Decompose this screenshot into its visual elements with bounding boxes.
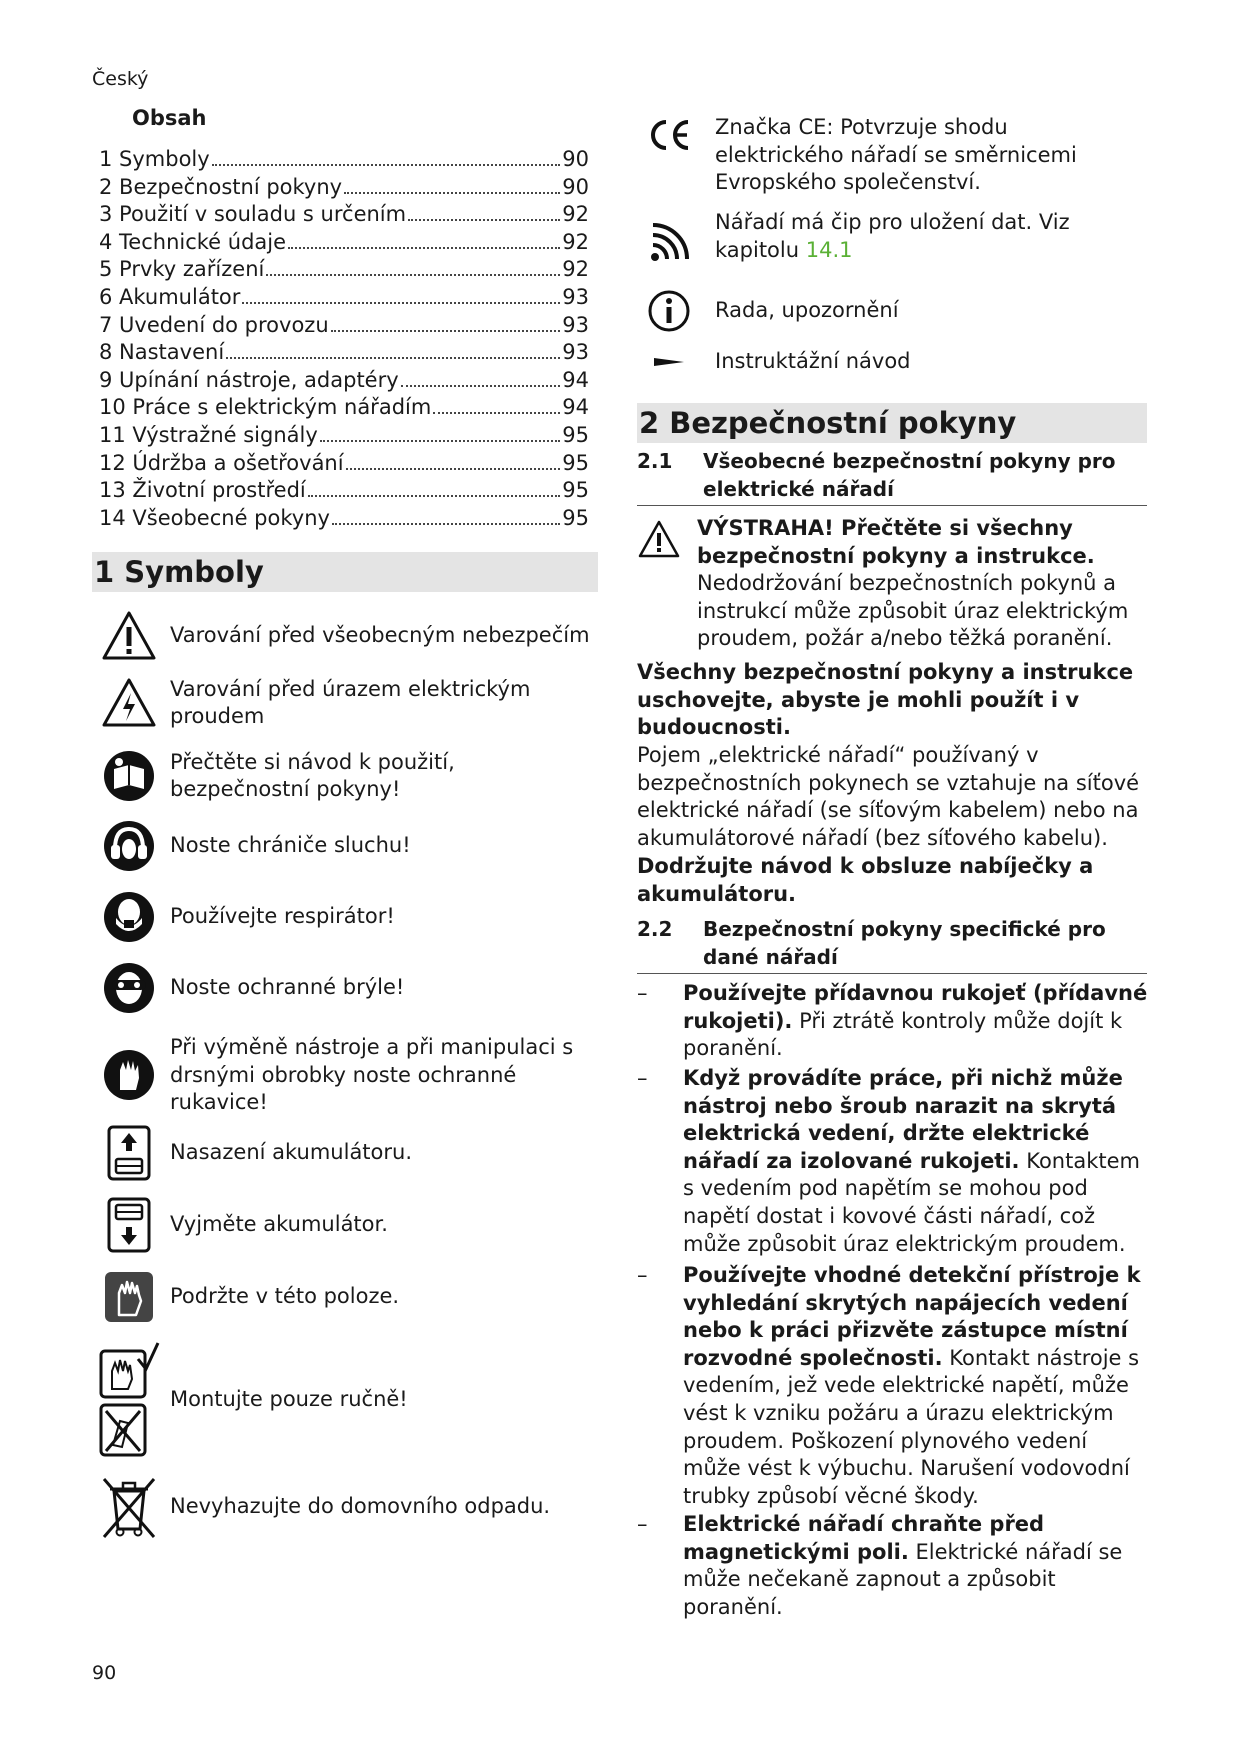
toc-entry[interactable]: 1 Symboly 90: [99, 147, 589, 171]
symbol-row: Vyjměte akumulátor.: [98, 1194, 590, 1256]
list-item: – Používejte vhodné detekční přístroje k vyhledání skrytých napájecích vedení nebo k práci přizvěte zástupce místní rozvodné společnosti. Kontakt nástroje s vedením, jež vede elektrické napětí, může vést k vzniku požáru a úrazu elektrickým proudem. Poškození plynového vedení může vést k výbuchu. Narušení vodovodní trubky způsobí věcné škody.: [637, 1263, 1141, 1508]
instruction-arrow-icon: [637, 348, 701, 376]
symbol-row: Nevyhazujte do domovního odpadu.: [98, 1476, 590, 1538]
symbol-row: Montujte pouze ručně!: [98, 1340, 590, 1460]
warning-block: VÝSTRAHA! Přečtěte si všechny bezpečnostní pokyny a instrukce. Nedodržování bezpečnostních pokynů a instrukcí může způsobit úraz elektrickým proudem, požár a/nebo těžká poranění.: [637, 515, 1149, 653]
toc-entry[interactable]: 13 Životní prostředí 95: [99, 478, 589, 503]
electric-shock-warning-icon: [98, 672, 160, 734]
respirator-icon: [98, 886, 160, 948]
symbol-row: Rada, upozornění: [637, 289, 1140, 333]
language-label: Český: [92, 68, 149, 90]
toc-entry[interactable]: 2 Bezpečnostní pokyny 90: [99, 174, 589, 199]
toc-entry[interactable]: 5 Prvky zařízení 92: [99, 257, 589, 282]
gloves-icon: [98, 1044, 160, 1106]
subsection-heading-2-2: 2.2 Bezpečnostní pokyny specifické pro dané nářadí: [637, 916, 1147, 974]
ce-mark-icon: [637, 114, 701, 197]
symbol-row: Nářadí má čip pro uložení dat. Viz kapitolu 14.1: [637, 209, 1140, 264]
battery-insert-icon: [98, 1122, 160, 1184]
list-item: – Elektrické nářadí chraňte před magnetickými poli. Elektrické nářadí se může nečekaně zapnout a způsobit poranění.: [637, 1512, 1123, 1619]
symbol-row: Podržte v této poloze.: [98, 1266, 590, 1328]
symbol-row: Nasazení akumulátoru.: [98, 1122, 590, 1184]
chapter-link[interactable]: 14.1: [805, 237, 853, 262]
symbol-row: Používejte respirátor!: [98, 886, 590, 948]
no-household-waste-icon: [98, 1476, 160, 1538]
safety-goggles-icon: [98, 957, 160, 1019]
table-of-contents: [99, 146, 589, 532]
general-warning-icon: [98, 605, 160, 667]
info-icon: [637, 289, 701, 333]
power-tool-term-text: Pojem „elektrické nářadí“ používaný v bezpečnostních pokynech se vztahuje na síťové elektrické nářadí (se síťovým kabelem) nebo na akumulátorové nářadí (bez síťového kabelu).: [637, 743, 1140, 850]
toc-entry[interactable]: 9 Upínání nástroje, adaptéry 94: [99, 367, 589, 392]
section-heading-safety: 2 Bezpečnostní pokyny: [637, 403, 1147, 443]
toc-entry[interactable]: 12 Údržba a ošetřování 95: [99, 450, 589, 475]
toc-entry[interactable]: 4 Technické údaje 92: [99, 229, 589, 254]
subsection-heading-2-1: 2.1 Všeobecné bezpečnostní pokyny pro elektrické nářadí: [637, 448, 1147, 506]
symbol-row: Varování před úrazem elektrickým proudem: [98, 672, 590, 734]
data-chip-icon: [637, 209, 701, 264]
toc-entry[interactable]: 3 Použití v souladu s určením 92: [99, 202, 589, 227]
section-heading-symbols: 1 Symboly: [92, 552, 598, 592]
toc-entry[interactable]: 7 Uvedení do provozu 93: [99, 312, 589, 337]
symbol-row: Noste chrániče sluchu!: [98, 815, 590, 877]
symbol-row: Značka CE: Potvrzuje shodu elektrického nářadí se směrnicemi Evropského společenství.: [637, 114, 1140, 197]
battery-remove-icon: [98, 1194, 160, 1256]
toc-title: Obsah: [132, 106, 207, 130]
toc-entry[interactable]: 8 Nastavení 93: [99, 340, 589, 365]
list-item: – Když provádíte práce, při nichž může nástroj nebo šroub narazit na skrytá elektrická vedení, držte elektrické nářadí za izolované rukojeti. Kontaktem s vedením pod napětím se mohou pod napětí dostat i kovové části nářadí, což může způsobit úraz elektrickým proudem.: [637, 1066, 1140, 1256]
keep-instructions-text: Všechny bezpečnostní pokyny a instrukce uschovejte, abyste je mohli použít i v budoucnosti.: [637, 660, 1134, 740]
hand-mount-only-icon: [98, 1340, 160, 1460]
toc-entry[interactable]: 10 Práce s elektrickým nářadím 94: [99, 395, 589, 420]
ear-protection-icon: [98, 815, 160, 877]
toc-entry[interactable]: 6 Akumulátor 93: [99, 284, 589, 309]
toc-entry[interactable]: 11 Výstražné signály 95: [99, 422, 589, 447]
general-warning-icon: [637, 519, 681, 559]
symbol-row: Instruktážní návod: [637, 348, 1140, 376]
hold-hand-icon: [98, 1266, 160, 1328]
page-number: 90: [92, 1662, 117, 1684]
symbol-row: Noste ochranné brýle!: [98, 957, 590, 1019]
symbol-row: Při výměně nástroje a při manipulaci s drsnými obrobky noste ochranné rukavice!: [98, 1034, 590, 1117]
symbol-row: Varování před všeobecným nebezpečím: [98, 605, 590, 667]
charger-instructions-text: Dodržujte návod k obsluze nabíječky a akumulátoru.: [637, 854, 1094, 906]
list-item: – Používejte přídavnou rukojeť (přídavné rukojeti). Při ztrátě kontroly může dojít k poranění.: [637, 981, 1148, 1061]
read-manual-icon: [98, 745, 160, 807]
toc-entry[interactable]: 14 Všeobecné pokyny 95: [99, 505, 589, 530]
symbol-row: Přečtěte si návod k použití, bezpečnostní pokyny!: [98, 745, 590, 807]
